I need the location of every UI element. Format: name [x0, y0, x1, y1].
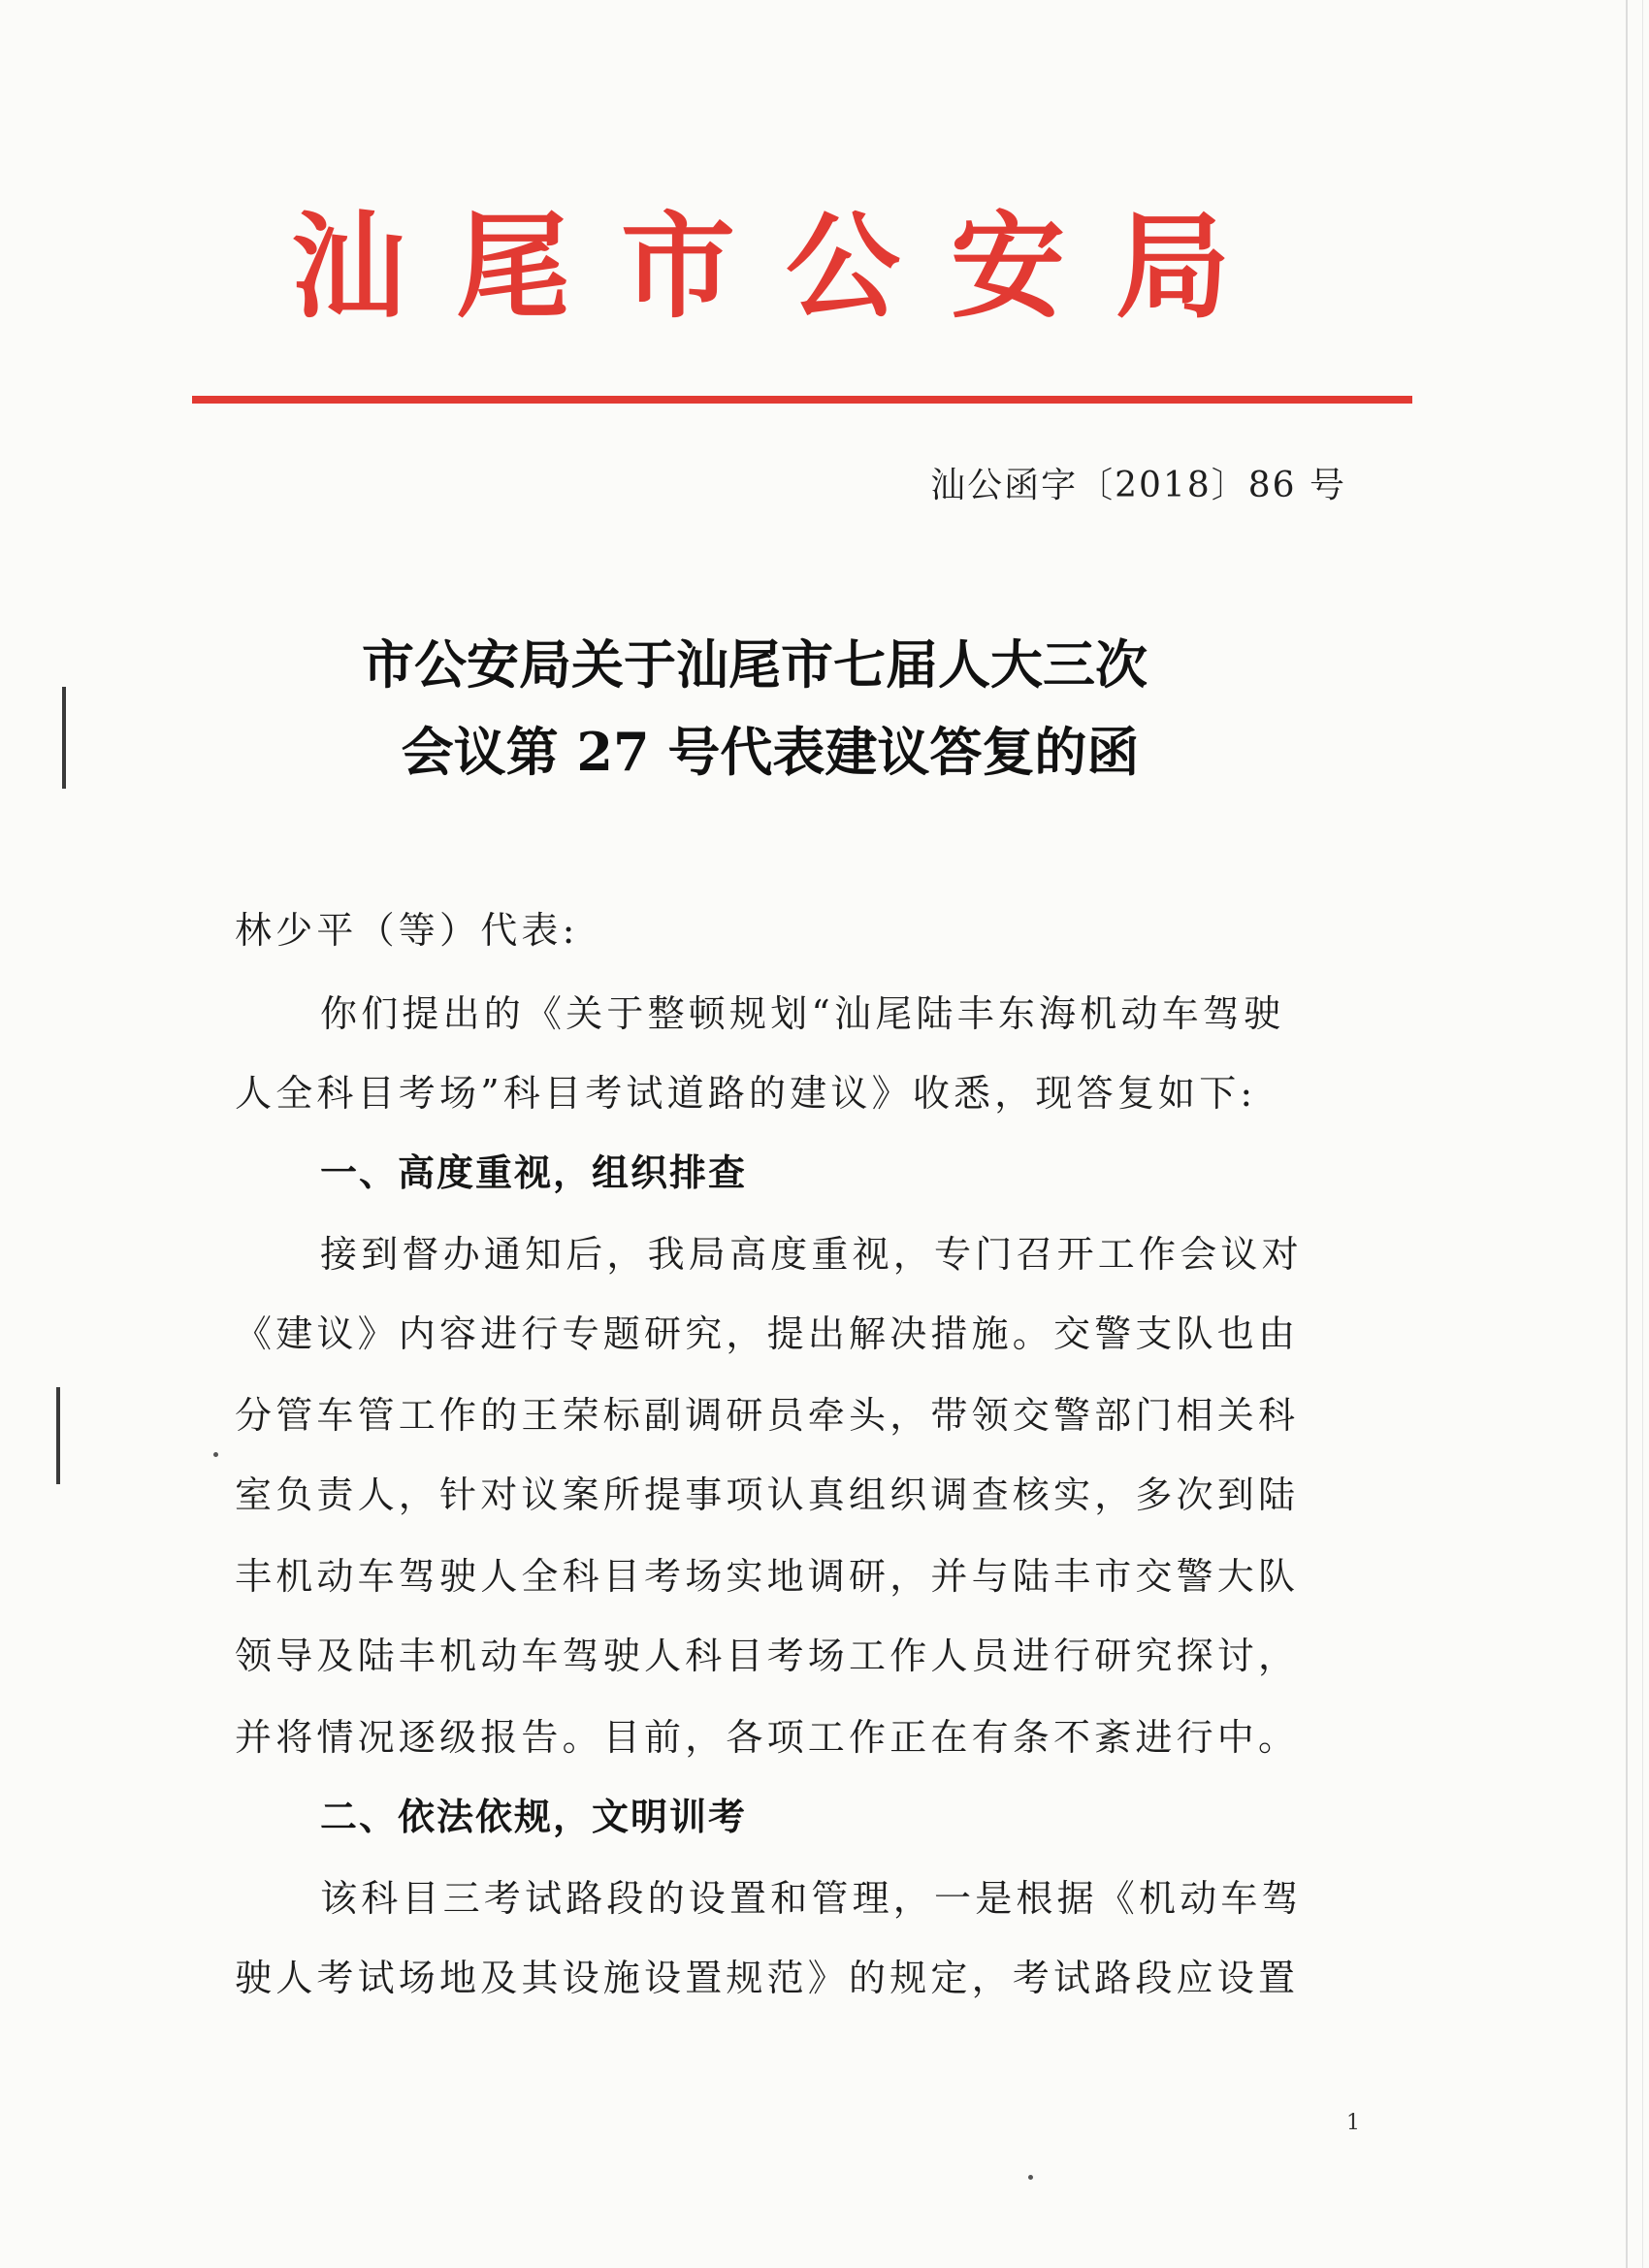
paragraph-line: 《建议》内容进行专题研究，提出解决措施。交警支队也由 [235, 1312, 1300, 1355]
paragraph-line: 室负责人，针对议案所提事项认真组织调查核实，多次到陆 [235, 1474, 1300, 1516]
page-number: 1 [1346, 2111, 1360, 2135]
paragraph-line: 分管车管工作的王荣标副调研员牵头，带领交警部门相关科 [235, 1394, 1300, 1437]
scan-speck [213, 1452, 218, 1457]
document-title-line-2: 会议第 27 号代表建议答复的函 [401, 721, 1140, 783]
paragraph-line: 你们提出的《关于整顿规划“汕尾陆丰东海机动车驾驶 [320, 992, 1285, 1035]
letterhead-title: 汕尾市公安局 [291, 199, 1281, 334]
paragraph-line: 接到督办通知后，我局高度重视，专门召开工作会议对 [320, 1233, 1303, 1276]
section-heading-1: 一、高度重视，组织排查 [320, 1151, 748, 1194]
paragraph-line: 领导及陆丰机动车驾驶人科目考场工作人员进行研究探讨， [235, 1635, 1300, 1677]
document-number: 汕公函字〔2018〕86 号 [930, 466, 1346, 505]
paragraph-line: 丰机动车驾驶人全科目考场实地调研，并与陆丰市交警大队 [235, 1555, 1300, 1598]
binding-mark [56, 1387, 60, 1484]
paragraph-line: 并将情况逐级报告。目前，各项工作正在有条不紊进行中。 [235, 1716, 1300, 1759]
paragraph-line: 该科目三考试路段的设置和管理，一是根据《机动车驾 [320, 1877, 1303, 1920]
document-title-line-1: 市公安局关于汕尾市七届人大三次 [362, 633, 1148, 696]
letterhead-rule [192, 396, 1412, 404]
salutation: 林少平（等）代表: [235, 909, 579, 952]
scan-edge [1642, 0, 1643, 2268]
scan-speck [1028, 2175, 1033, 2180]
paragraph-line: 驶人考试场地及其设施设置规范》的规定，考试路段应设置 [235, 1957, 1300, 1999]
section-heading-2: 二、依法依规，文明训考 [320, 1796, 748, 1838]
scan-edge [1626, 0, 1628, 2268]
paragraph-line: 人全科目考场”科目考试道路的建议》收悉，现答复如下: [235, 1072, 1257, 1115]
